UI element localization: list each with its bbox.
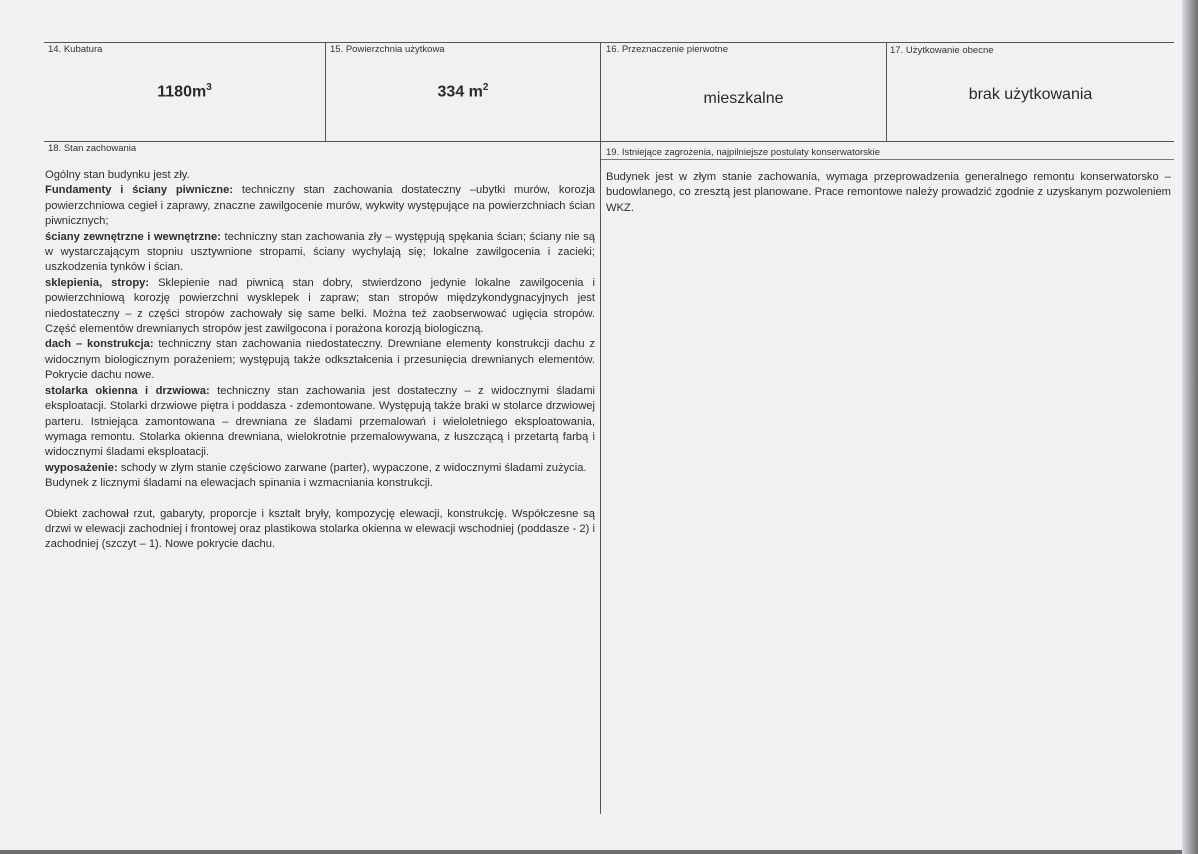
top-rule	[44, 42, 1174, 43]
stan-section-heading: wyposażenie:	[45, 461, 118, 474]
sub-rule-19	[600, 159, 1174, 160]
stan-intro: Ogólny stan budynku jest zły.	[45, 169, 190, 181]
field-19-label: 19. Istniejące zagrożenia, najpilniejsze postulaty konserwatorskie	[606, 147, 881, 158]
zagrozenia-text: Budynek jest w złym stanie zachowania, wymaga przeprowadzenia generalnego remontu konserwatorsko – budowlanego, co zresztą jest planowane. Prace remontowe należy prowadzić zgodnie z uzyskanym pozwoleniem WKZ.	[606, 171, 1171, 214]
powierzchnia-number: 334 m	[437, 83, 483, 101]
page-edge	[1182, 0, 1198, 854]
stan-section-heading: ściany zewnętrzne i wewnętrzne:	[45, 230, 221, 243]
field-14-value	[44, 82, 325, 101]
stan-section-text: techniczny stan zachowania zły – występują spękania ścian; ściany nie są w wystarczającym stopniu usztywnione stropami, ściany wychylają się; lokalne zawilgocenia i zacieki; uszkodzenia tynków i ścian.	[45, 230, 595, 274]
stan-section	[45, 183, 595, 229]
middle-rule	[44, 141, 1174, 142]
kubatura-number: 1180m	[157, 83, 207, 101]
field-17-label: 17. Użytkowanie obecne	[890, 45, 994, 56]
stan-section-text: techniczny stan zachowania jest dostateczny – z widocznymi śladami eksploatacji. Stolarki drzwiowe piętra i poddasza - zdemontowane. Występują także braki w stolarce drzwiowej parteru. Istniejąca zamontowana – drewniana ze śladami przemalowań i wieloletniego eksploatowania, wymaga remontu. Stolarka okienna drewniana, wielokrotnie przemalowywana, z łuszczącą i przetartą farbą i widocznymi śladami eksploatacji.	[45, 384, 595, 459]
stan-section-heading: Fundamenty i ściany piwniczne:	[45, 184, 234, 197]
stan-section-heading: sklepienia, stropy:	[45, 276, 150, 289]
field-15-value	[326, 82, 600, 101]
stan-section-heading: stolarka okienna i drzwiowa:	[45, 384, 210, 397]
stan-section	[45, 461, 595, 476]
stan-section	[45, 337, 595, 383]
stan-section-text: techniczny stan zachowania niedostateczny. Drewniane elementy konstrukcji dachu z widocznym biologicznym porażeniem; występują także odkształcenia i przesunięcia drewnianych elementów. Pokrycie dachu nowe.	[45, 338, 595, 382]
stan-summary: Obiekt zachował rzut, gabaryty, proporcje i kształt bryły, kompozycję elewacji, konstrukcję. Współczesne są drzwi w elewacji zachodniej i frontowej oraz plastikowa stolarka okienna w elewacji wschodniej (poddasze - 2) i zachodniej (szczyt – 1). Nowe pokrycie dachu.	[45, 507, 595, 551]
stan-section	[45, 276, 595, 338]
kubatura-exponent: 3	[206, 82, 212, 93]
field-17-value: brak użytkowania	[968, 86, 1093, 103]
stan-section-text: Sklepienie nad piwnicą stan dobry, stwierdzono jedynie lokalne zawilgocenia i powierzchniową korozję powierzchni wysklepek i zapraw; stan stropów międzykondygnacyjnych jest niedostateczny – z części stropów zachowały się same belki. Można też zaobserwować ugięcia stropów. Część elementów drewnianych stropów jest zawilgocona i porażona korozją biologiczną.	[45, 276, 595, 336]
stan-section-text: techniczny stan zachowania dostateczny –ubytki murów, korozja powierzchniowa cegieł i zaprawy, znaczne zawilgocenie murów, wykwity występujące na powierzchniach ścian piwnicznych;	[45, 184, 595, 228]
stan-section	[45, 384, 595, 461]
divider-main	[600, 42, 601, 814]
field-14-label: 14. Kubatura	[48, 44, 103, 55]
stan-section-heading: dach – konstrukcja:	[45, 338, 154, 351]
stan-zachowania-text	[45, 168, 595, 553]
paragraph-gap	[45, 492, 595, 507]
stan-section-text: schody w złym stanie częściowo zarwane (parter), wypaczone, z widocznymi śladami zużycia.	[117, 461, 587, 474]
stan-section	[45, 230, 595, 276]
field-15-label: 15. Powierzchnia użytkowa	[330, 44, 445, 55]
powierzchnia-exponent: 2	[482, 82, 489, 93]
field-16-label: 16. Przeznaczenie pierwotne	[606, 44, 728, 55]
field-18-label: 18. Stan zachowania	[48, 143, 137, 154]
field-16-value: mieszkalne	[703, 90, 784, 107]
stan-closing: Budynek z licznymi śladami na elewacjach spinania i wzmacniania konstrukcji.	[45, 477, 434, 490]
